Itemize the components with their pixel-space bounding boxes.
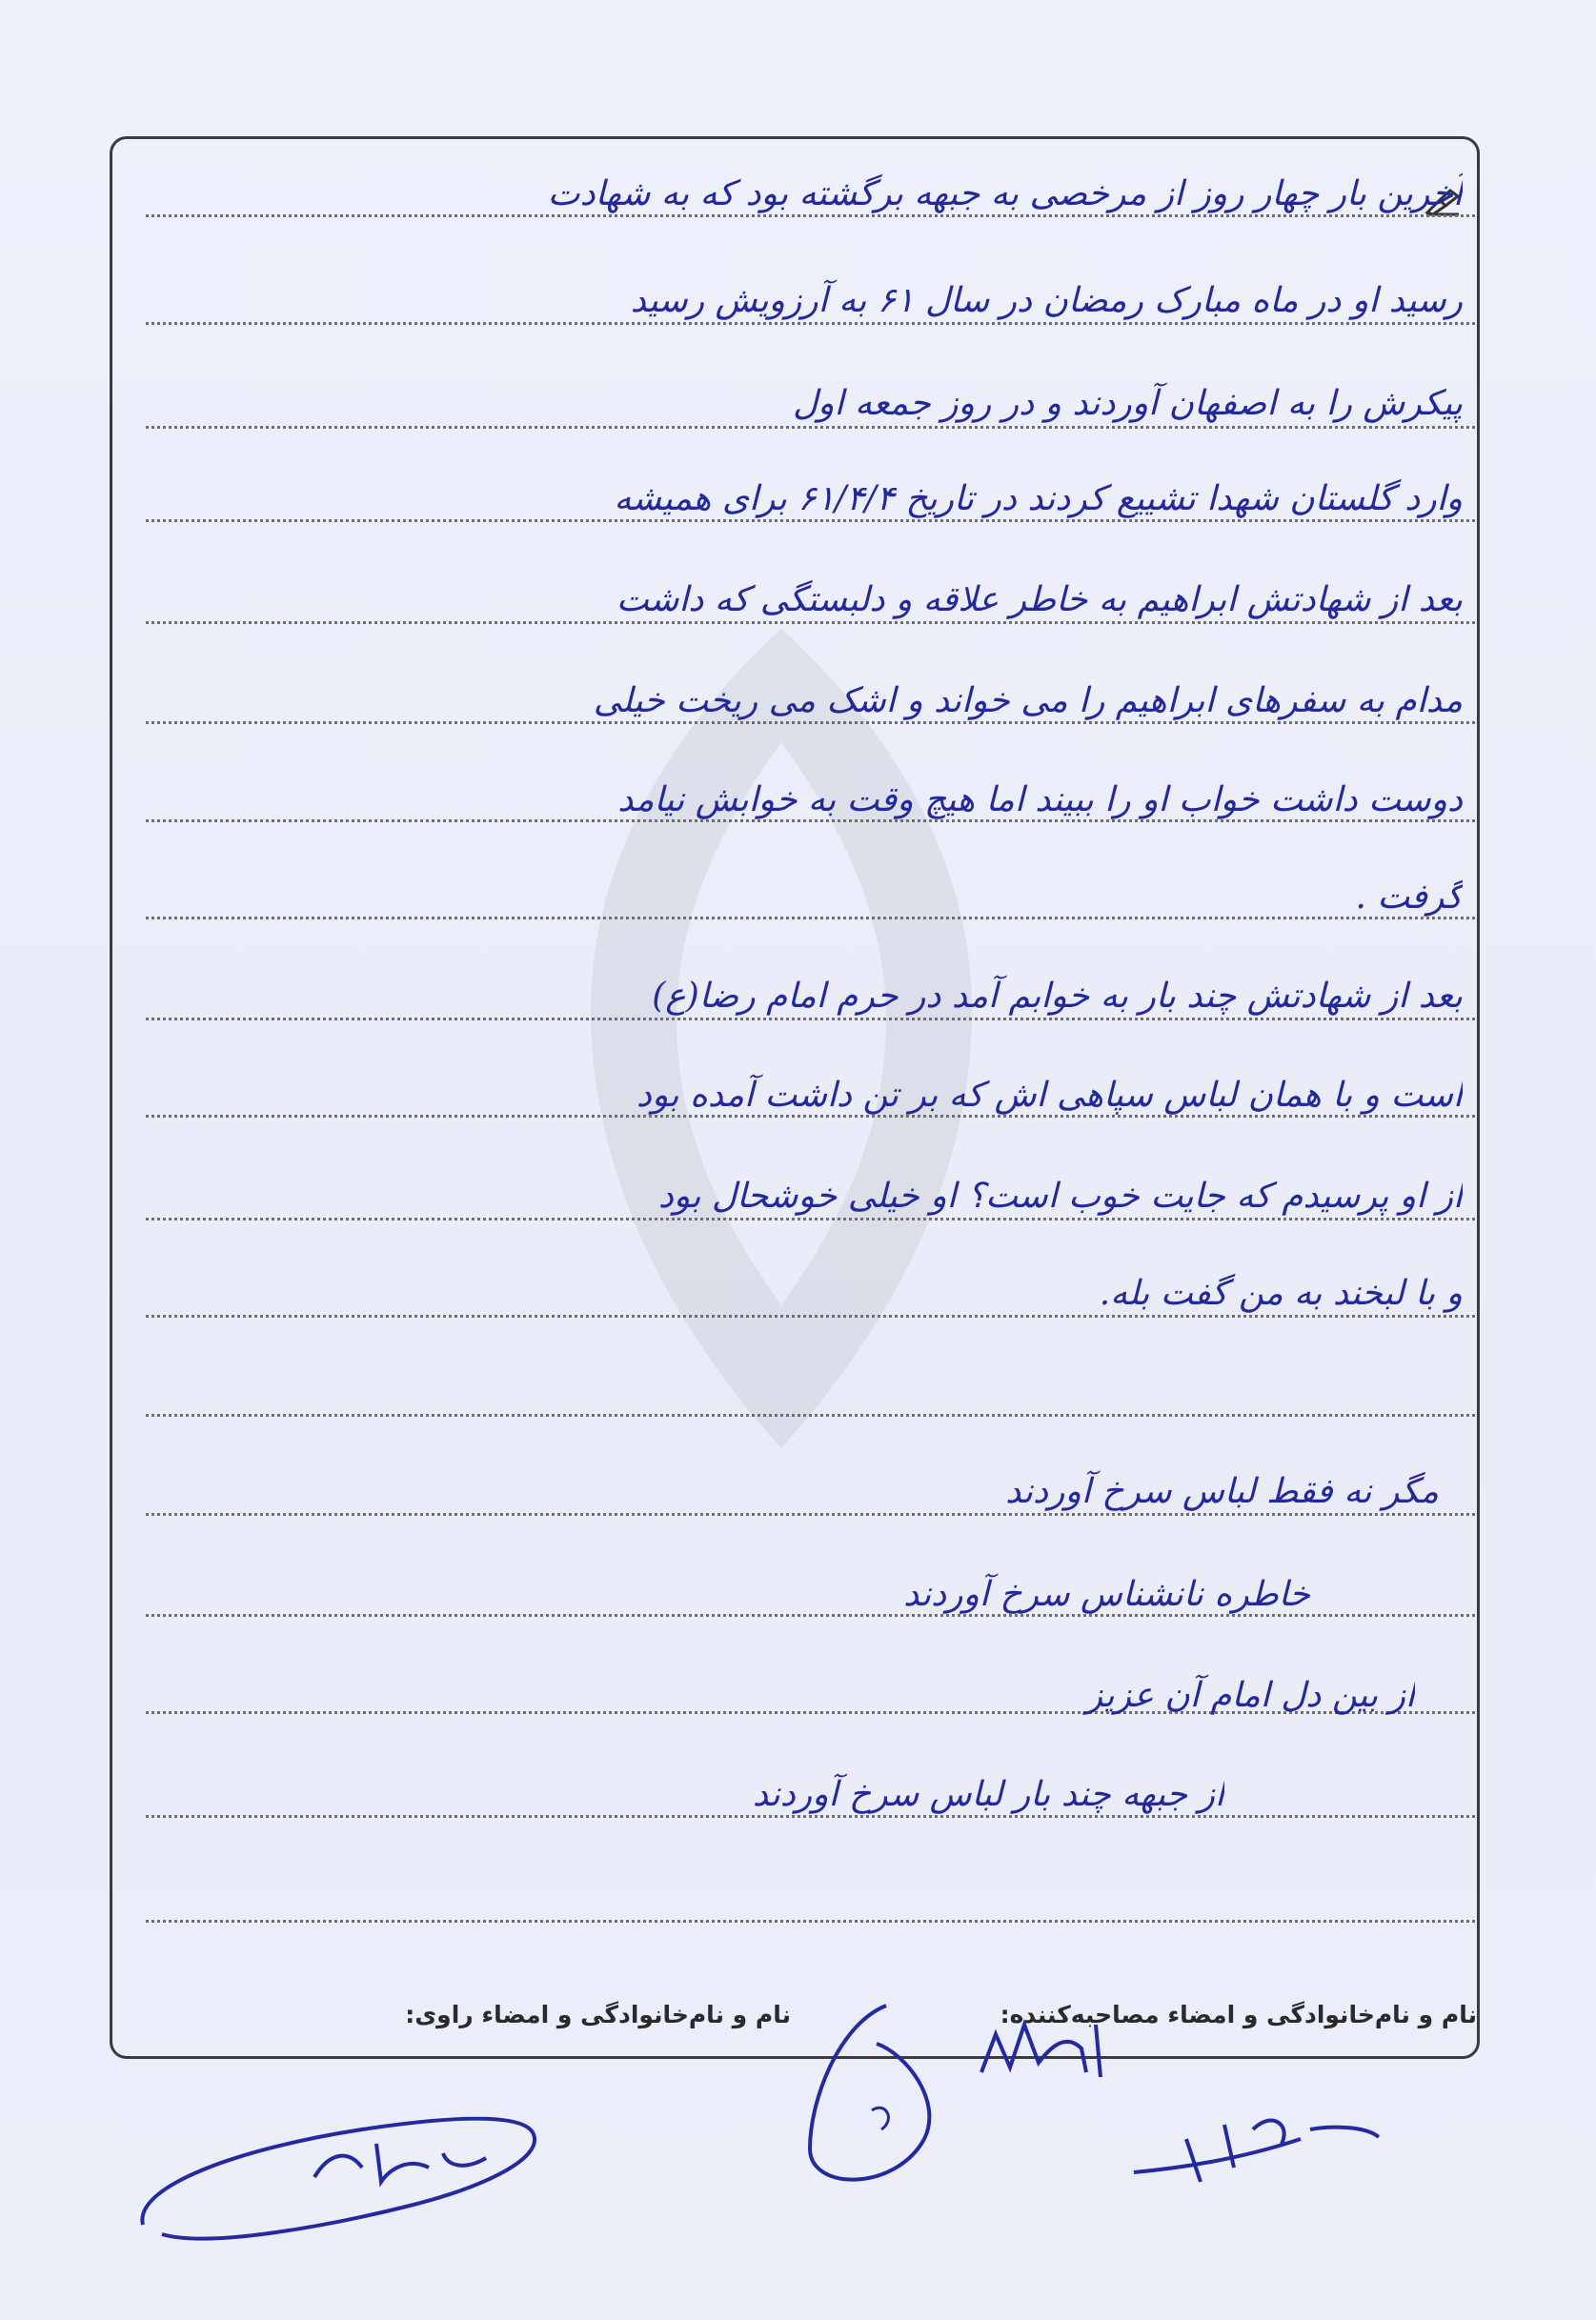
handwritten-line: و با لبخند به من گفت بله. — [1099, 1274, 1463, 1313]
handwritten-line: از بین دل امام آن عزیز — [1085, 1676, 1415, 1715]
handwritten-line: مگر نه فقط لباس سرخ آوردند — [1005, 1472, 1439, 1511]
interviewer-name-signature — [972, 2006, 1115, 2091]
handwritten-line: بعد از شهادتش ابراهیم به خاطر علاقه و دلبستگی که داشت — [616, 580, 1463, 619]
handwritten-line: آخرین بار چهار روز از مرخصی به جبهه برگشته بود که به شهادت — [547, 174, 1463, 213]
interviewer-signature-mark — [781, 1987, 972, 2196]
writing-rule — [146, 1414, 1475, 1417]
handwritten-line: گرفت . — [1355, 878, 1463, 917]
interviewer-label: نام و نام‌خانوادگی و امضاء مصاحبه‌کننده: — [1000, 2001, 1477, 2028]
narrator-label: نام و نام‌خانوادگی و امضاء راوی: — [405, 2001, 791, 2028]
handwritten-line: خاطره نانشناس سرخ آوردند — [903, 1575, 1310, 1614]
handwritten-line: است و با همان لباس سپاهی اش که بر تن داشت آمده بود — [636, 1076, 1463, 1115]
handwritten-line: وارد گلستان شهدا تشییع کردند در تاریخ ۶۱/۴/۴ برای همیشه — [614, 479, 1463, 518]
handwritten-line: از جبهه چند بار لباس سرخ آوردند — [752, 1775, 1224, 1814]
official-signature — [1129, 2101, 1386, 2187]
handwritten-line: دوست داشت خواب او را ببیند اما هیچ وقت به خوابش نیامد — [617, 780, 1463, 819]
handwritten-line: بعد از شهادتش چند بار به خوابم آمد در حرم امام رضا(ع) — [652, 977, 1463, 1016]
narrator-signature — [124, 2063, 553, 2253]
handwritten-line: مدام به سفرهای ابراهیم را می خواند و اشک می ریخت خیلی — [593, 681, 1463, 720]
handwritten-line: پیکرش را به اصفهان آوردند و در روز جمعه اول — [792, 384, 1463, 423]
handwritten-line: از او پرسیدم که جایت خوب است؟ او خیلی خوشحال بود — [657, 1177, 1463, 1216]
handwritten-line: رسید او در ماه مبارک رمضان در سال ۶۱ به آرزویش رسید — [630, 281, 1463, 320]
writing-rule — [146, 1920, 1475, 1923]
